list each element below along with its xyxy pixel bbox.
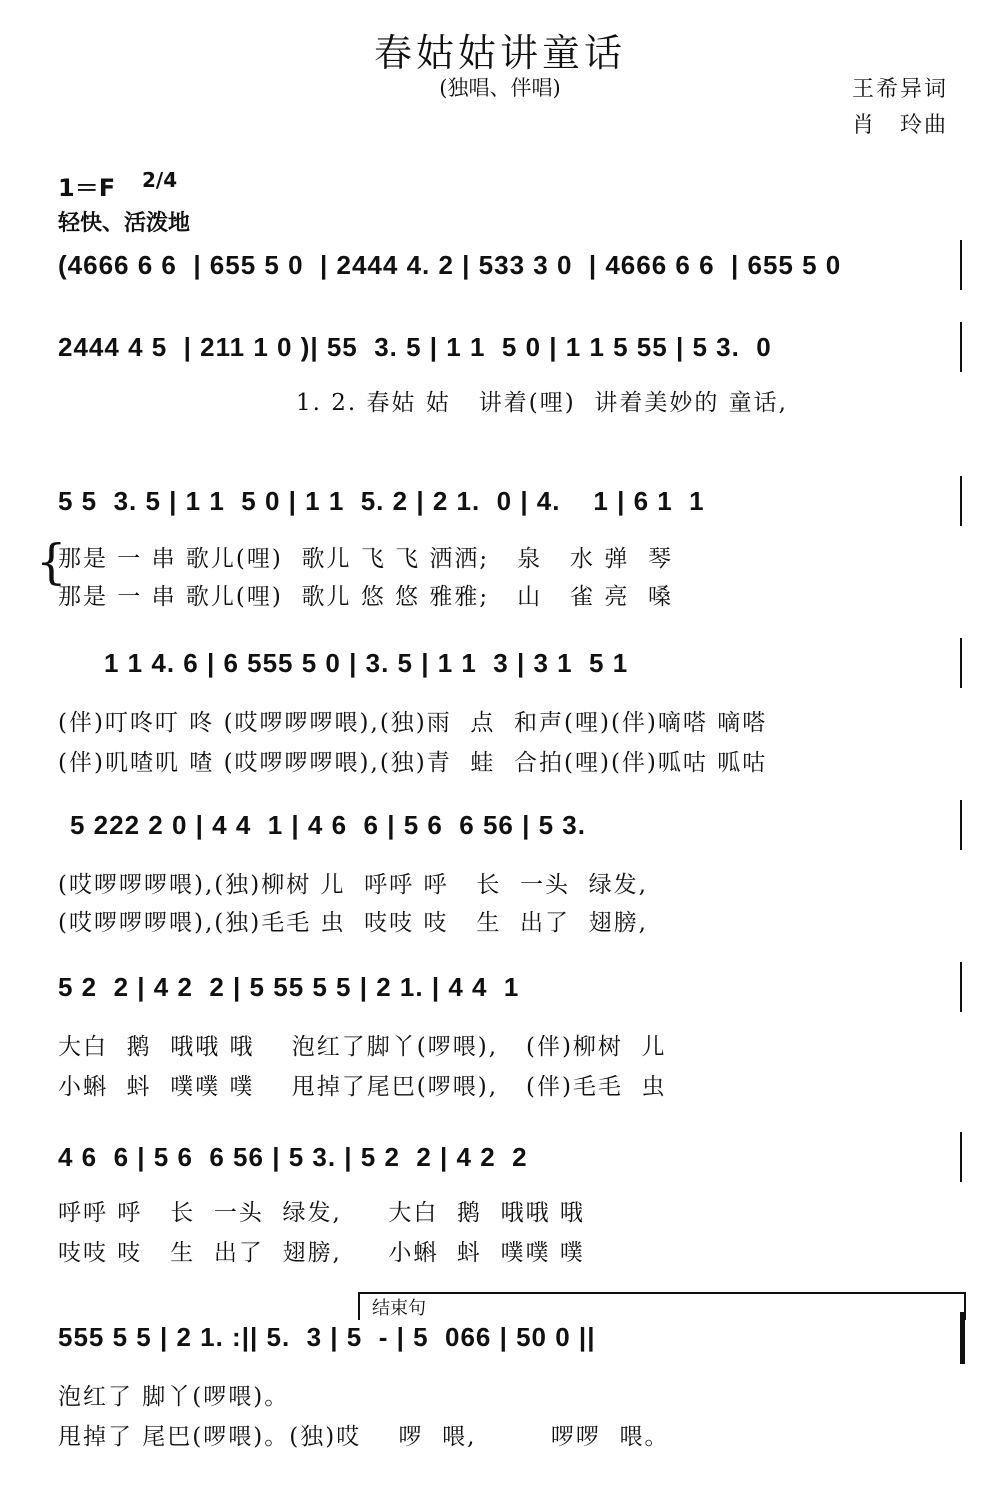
lyric-brace: { xyxy=(36,534,67,590)
notation-line: 5 5 3. 5 | 1 1 5 0 | 1 1 5. 2 | 2 1. 0 | 4. 1 | 6 1 1 xyxy=(58,486,705,516)
lyric-line: (伴)叽喳叽 喳 (哎啰啰啰喂),(独)青 蛙 合拍(哩)(伴)呱咕 呱咕 xyxy=(58,750,768,776)
notation-line: 2444 4 5 | 211 1 0 )| 55 3. 5 | 1 1 5 0 | 1 1 5 55 | 5 3. 0 xyxy=(58,332,772,362)
lyric-line: 吱吱 吱 生 出了 翅膀, 小蝌 蚪 噗噗 噗 xyxy=(58,1240,585,1266)
notation-line: 5 2 2 | 4 2 2 | 5 55 5 5 | 2 1. | 4 4 1 xyxy=(58,972,520,1002)
notation-line: 4 6 6 | 5 6 6 56 | 5 3. | 5 2 2 | 4 2 2 xyxy=(58,1142,528,1172)
notation-line: (4666 6 6 | 655 5 0 | 2444 4. 2 | 533 3 0 | 4666 6 6 | 655 5 0 xyxy=(58,250,842,280)
lyricist-credit: 王希异词 xyxy=(851,77,948,102)
lyric-line: (哎啰啰啰喂),(独)毛毛 虫 吱吱 吱 生 出了 翅膀, xyxy=(58,910,648,936)
song-subtitle: (独唱、伴唱) xyxy=(439,76,561,100)
lyric-line: 那是 一 串 歌儿(哩) 歌儿 飞 飞 洒洒; 泉 水 弹 琴 xyxy=(58,546,673,572)
bar-line xyxy=(960,962,962,1012)
lyric-line: 甩掉了 尾巴(啰喂)。(独)哎 啰 喂, 啰啰 喂。 xyxy=(58,1424,670,1450)
bar-line xyxy=(960,800,962,850)
lyric-line: 呼呼 呼 长 一头 绿发, 大白 鹅 哦哦 哦 xyxy=(58,1200,585,1226)
key-signature: 1＝F xyxy=(58,174,116,202)
time-signature: 2/4 xyxy=(142,168,178,192)
ending-label: 结束句 xyxy=(372,1298,426,1319)
lyric-line: (哎啰啰啰喂),(独)柳树 儿 呼呼 呼 长 一头 绿发, xyxy=(58,872,648,898)
tempo-marking: 轻快、活泼地 xyxy=(58,211,191,236)
lyric-line: 1. 2. 春姑 姑 讲着(哩) 讲着美妙的 童话, xyxy=(296,390,788,416)
lyric-line: 那是 一 串 歌儿(哩) 歌儿 悠 悠 雅雅; 山 雀 亮 嗓 xyxy=(58,584,673,610)
bar-line xyxy=(960,240,962,290)
bar-line xyxy=(960,476,962,526)
bar-line xyxy=(960,322,962,372)
ending-bracket xyxy=(358,1292,966,1320)
bar-line xyxy=(960,638,962,688)
notation-line: 1 1 4. 6 | 6 555 5 0 | 3. 5 | 1 1 3 | 3 1 5 1 xyxy=(104,648,629,678)
lyric-line: 大白 鹅 哦哦 哦 泡红了脚丫(啰喂), (伴)柳树 儿 xyxy=(58,1034,667,1060)
bar-line xyxy=(960,1132,962,1182)
lyric-line: 泡红了 脚丫(啰喂)。 xyxy=(58,1384,290,1410)
lyric-line: 小蝌 蚪 噗噗 噗 甩掉了尾巴(啰喂), (伴)毛毛 虫 xyxy=(58,1074,667,1100)
notation-line: 555 5 5 | 2 1. :|| 5. 3 | 5 - | 5 066 | 50 0 || xyxy=(58,1322,596,1352)
song-title: 春姑姑讲童话 xyxy=(373,31,626,75)
composer-credit: 肖 玲曲 xyxy=(851,113,948,138)
notation-line: 5 222 2 0 | 4 4 1 | 4 6 6 | 5 6 6 56 | 5 3. xyxy=(70,810,586,840)
final-bar-line xyxy=(960,1312,965,1364)
lyric-line: (伴)叮咚叮 咚 (哎啰啰啰喂),(独)雨 点 和声(哩)(伴)嘀嗒 嘀嗒 xyxy=(58,710,768,736)
